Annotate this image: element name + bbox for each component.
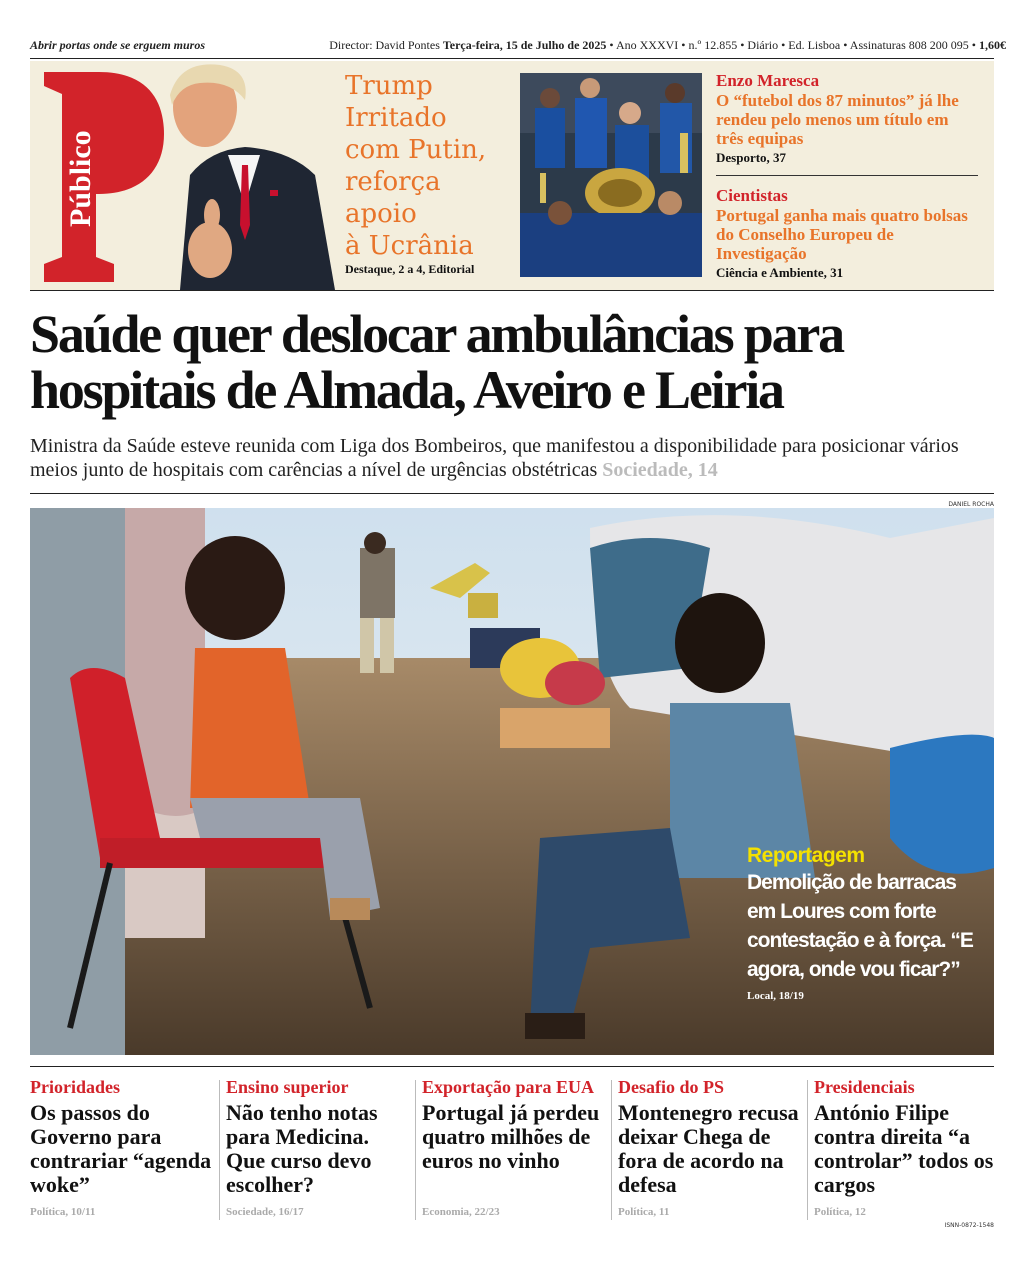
lead-teaser-line: reforça: [345, 167, 441, 197]
tagline: Abrir portas onde se erguem muros: [30, 38, 206, 52]
bottom-story[interactable]: [422, 1077, 604, 1218]
photo-credit: DANIEL ROCHA: [948, 501, 994, 508]
bottom-story-kicker: Ensino superior: [226, 1077, 349, 1097]
side-story-ref: Desporto, 37: [716, 150, 787, 165]
lead-teaser-line: com Putin,: [345, 135, 487, 165]
photo-ref: Local, 18/19: [747, 990, 804, 1002]
bottom-story[interactable]: [618, 1077, 800, 1218]
column-separator: [807, 1080, 808, 1220]
headline-rule: [30, 493, 994, 494]
lead-teaser-line: Irritado: [345, 103, 447, 133]
bottom-story-kicker: Desafio do PS: [618, 1077, 725, 1097]
trump-photo: [150, 55, 340, 290]
side-story-kicker: Cientistas: [716, 186, 788, 205]
lead-teaser-line: apoio: [345, 199, 417, 229]
photo-kicker: Reportagem: [747, 844, 865, 867]
bottom-story-headline: Os passos do Governo para contrariar “agenda woke”: [30, 1100, 212, 1197]
column-separator: [611, 1080, 612, 1220]
masthead-info: [329, 38, 1006, 53]
issue-details: • Ano XXXVI • n.º 12.855 • Diário • Ed. Lisboa • Assinaturas 808 200 095 •: [609, 38, 976, 52]
bottom-story-ref: Política, 12: [814, 1206, 866, 1218]
bottom-story[interactable]: [226, 1077, 408, 1218]
publico-logo[interactable]: [44, 72, 164, 282]
side-story[interactable]: [716, 71, 978, 166]
side-story[interactable]: [716, 186, 978, 281]
lead-teaser[interactable]: [345, 70, 520, 262]
bottom-story[interactable]: [814, 1077, 996, 1218]
bottom-story-kicker: Exportação para EUA: [422, 1077, 594, 1097]
bottom-story-ref: Política, 10/11: [30, 1206, 96, 1218]
side-story-headline: O “futebol dos 87 minutos” já lhe rendeu pelo menos um título em três equipas: [716, 91, 959, 148]
standfirst-text: Ministra da Saúde esteve reunida com Liga dos Bombeiros, que manifestou a disponibilidade para posicionar vários meios junto de hospitais com carências a nível de urgências obstétricas: [30, 435, 959, 481]
main-headline[interactable]: Saúde quer deslocar ambulâncias para hospitais de Almada, Aveiro e Leiria: [30, 304, 843, 420]
main-standfirst: [30, 434, 994, 482]
price: 1,60€: [979, 38, 1006, 52]
side-story-kicker: Enzo Maresca: [716, 71, 820, 90]
photo-headline: Demolição de barracas em Loures com forte contestação e à força. “E agora, onde vou ficar?”: [747, 871, 973, 981]
lead-teaser-line: Trump: [345, 71, 433, 101]
bottom-story[interactable]: [30, 1077, 212, 1218]
logo-text: Público: [64, 130, 97, 227]
bottom-story-ref: Política, 11: [618, 1206, 670, 1218]
photo-caption[interactable]: [747, 844, 987, 1002]
bottom-story-ref: Economia, 22/23: [422, 1206, 500, 1218]
column-separator: [219, 1080, 220, 1220]
bottom-story-kicker: Prioridades: [30, 1077, 120, 1097]
lead-teaser-ref: Destaque, 2 a 4, Editorial: [345, 262, 475, 276]
banner-rule: [30, 290, 994, 291]
director: Director: David Pontes: [329, 38, 440, 52]
side-divider: [716, 175, 978, 176]
issue-date: Terça-feira, 15 de Julho de 2025: [442, 38, 607, 52]
bottom-story-headline: Não tenho notas para Medicina. Que curso devo escolher?: [226, 1100, 378, 1197]
column-separator: [415, 1080, 416, 1220]
bottom-story-headline: António Filipe contra direita “a controlar” todos os cargos: [814, 1100, 994, 1197]
football-celebration-photo: [520, 73, 702, 277]
issn-code: ISNN-0872-1548: [944, 1222, 994, 1229]
bottom-story-ref: Sociedade, 16/17: [226, 1206, 304, 1218]
standfirst-ref: Sociedade, 14: [602, 459, 718, 481]
bottom-story-kicker: Presidenciais: [814, 1077, 915, 1097]
lead-teaser-line: à Ucrânia: [345, 231, 474, 261]
columns-rule: [30, 1066, 994, 1067]
side-story-ref: Ciência e Ambiente, 31: [716, 265, 844, 280]
bottom-story-headline: Portugal já perdeu quatro milhões de euros no vinho: [422, 1100, 600, 1173]
bottom-story-headline: Montenegro recusa deixar Chega de fora de acordo na defesa: [618, 1100, 799, 1197]
side-story-headline: Portugal ganha mais quatro bolsas do Conselho Europeu de Investigação: [716, 206, 968, 263]
